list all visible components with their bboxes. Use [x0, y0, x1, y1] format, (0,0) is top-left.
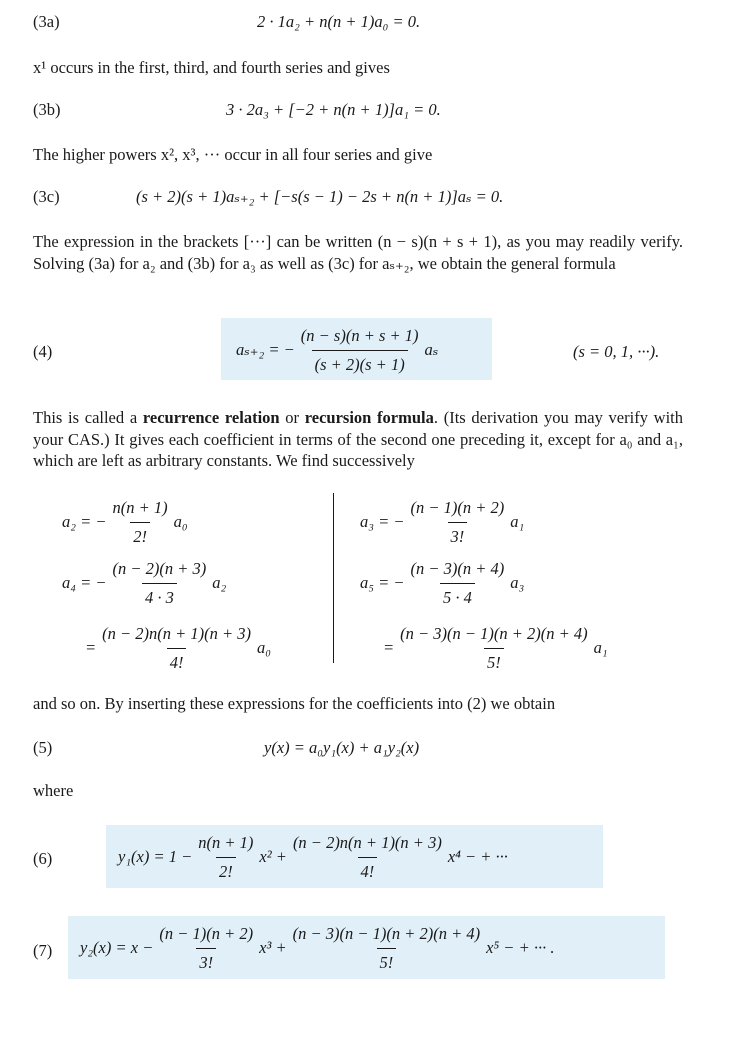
para4-text-1: This is called a: [33, 408, 143, 427]
coeff-a4-rhs: a₂: [212, 573, 227, 592]
eq5-tag: (5): [33, 738, 53, 757]
coeff-a4b-rhs: a₀: [257, 638, 272, 657]
coeff-a2-rhs: a₀: [173, 512, 188, 531]
eq7-numerator-1: (n − 1)(n + 2): [159, 923, 254, 943]
coeff-a4-fraction: [110, 559, 210, 608]
coeff-a3-fraction: [408, 498, 508, 547]
coeff-a4-numerator: (n − 2)(n + 3): [112, 558, 207, 578]
eq6-denominator-1: 2!: [216, 857, 236, 882]
eq4-numerator: (n − s)(n + s + 1): [300, 325, 419, 345]
paragraph-recurrence: [33, 407, 683, 472]
coeff-a5b-fraction: [397, 624, 591, 673]
eq7-denominator-1: 3!: [196, 948, 216, 973]
coeff-a5-rhs: a₃: [510, 573, 525, 592]
coeff-a4b-fraction: [99, 624, 254, 673]
coeff-a5b-numerator: (n − 3)(n − 1)(n + 2)(n + 4): [400, 623, 588, 643]
paragraph-brackets: The expression in the brackets [···] can be written (n − s)(n + s + 1), as you may readily verify. Solving (3a) for a₂ and (3b) for a₃ as well as (3c) for aₛ₊₂, we obtain the general formula: [33, 232, 683, 273]
coeff-a5-expanded: [383, 623, 608, 673]
coeff-a4-expanded: [85, 623, 271, 673]
coeff-a4b-denominator: 4!: [167, 648, 187, 673]
eq4-rhs: aₛ: [424, 340, 439, 359]
coeff-a5-numerator: (n − 3)(n + 4): [410, 558, 505, 578]
coeff-a3: [360, 497, 524, 547]
term-recursion-formula: recursion formula: [304, 408, 434, 427]
coeff-a2-numerator: n(n + 1): [112, 497, 168, 517]
coeff-a4-lhs: a₄ = −: [62, 573, 107, 592]
para4-text-2: or: [279, 408, 305, 427]
coeff-a5: [360, 558, 524, 608]
eq7-fraction-1: [156, 924, 256, 973]
eq7-denominator-2: 5!: [377, 948, 397, 973]
paragraph-where: where: [33, 781, 74, 800]
eq6-tag: (6): [33, 849, 53, 868]
coeff-a3-numerator: (n − 1)(n + 2): [410, 497, 505, 517]
coeff-a5b-lhs: =: [383, 638, 395, 657]
coeff-a5b-denominator: 5!: [484, 648, 504, 673]
eq3c-tag: (3c): [33, 187, 60, 206]
eq6-middle: x² +: [259, 847, 287, 866]
coeff-a4: [62, 558, 226, 608]
eq6-fraction-2: [290, 833, 445, 882]
eq7-fraction-2: [290, 924, 484, 973]
coeff-a3-lhs: a₃ = −: [360, 512, 405, 531]
eq4-condition: (s = 0, 1, ···).: [573, 342, 660, 361]
eq6-numerator-1: n(n + 1): [198, 832, 254, 852]
paragraph-higher-powers: The higher powers x², x³, ··· occur in all four series and give: [33, 145, 433, 164]
coeff-a2-fraction: [110, 498, 171, 547]
eq3b-expression: 3 · 2a₃ + [−2 + n(n + 1)]a₁ = 0.: [226, 100, 441, 119]
coeff-a2-lhs: a₂ = −: [62, 512, 107, 531]
para4-text-3: . (Its derivation you may verify with your CAS.) It gives each coefficient in terms of the second one preceding it, except for a₀ and a₁, which are left as arbitrary constants. We find successively: [33, 408, 683, 470]
paragraph-inserting: and so on. By inserting these expressions for the coefficients into (2) we obtain: [33, 694, 556, 713]
eq3c-expression: (s + 2)(s + 1)aₛ₊₂ + [−s(s − 1) − 2s + n(n + 1)]aₛ = 0.: [136, 187, 504, 206]
eq6-lhs: y₁(x) = 1 −: [118, 847, 193, 866]
eq7-tag: (7): [33, 941, 53, 960]
eq4-fraction: [298, 326, 422, 375]
coeff-a4b-lhs: =: [85, 638, 97, 657]
eq4-lhs: aₛ₊₂ = −: [236, 340, 295, 359]
eq7-numerator-2: (n − 3)(n − 1)(n + 2)(n + 4): [292, 923, 481, 943]
eq6-fraction-1: [195, 833, 256, 882]
eq7-lhs: y₂(x) = x −: [80, 938, 154, 957]
eq3a-expression: 2 · 1a₂ + n(n + 1)a₀ = 0.: [257, 12, 421, 31]
coeff-a3-rhs: a₁: [510, 512, 525, 531]
eq5-expression: y(x) = a₀y₁(x) + a₁y₂(x): [264, 738, 420, 757]
eq6-denominator-2: 4!: [358, 857, 378, 882]
eq4-formula: [236, 324, 438, 376]
eq7-tail: x⁵ − + ··· .: [486, 938, 555, 957]
eq6-numerator-2: (n − 2)n(n + 1)(n + 3): [292, 832, 442, 852]
eq7-formula: [80, 922, 554, 974]
eq6-tail: x⁴ − + ···: [447, 847, 508, 866]
column-divider: [333, 493, 334, 663]
coeff-a3-denominator: 3!: [448, 522, 468, 547]
coeff-a4-denominator: 4 · 3: [142, 583, 177, 608]
eq3a-tag: (3a): [33, 12, 60, 31]
eq6-formula: [118, 831, 508, 883]
coeff-a4b-numerator: (n − 2)n(n + 1)(n + 3): [102, 623, 252, 643]
coeff-a5-denominator: 5 · 4: [440, 583, 475, 608]
coeff-a5b-rhs: a₁: [593, 638, 608, 657]
eq4-denominator: (s + 2)(s + 1): [312, 350, 408, 375]
coeff-a5-fraction: [408, 559, 508, 608]
eq7-middle: x³ +: [259, 938, 287, 957]
eq3b-tag: (3b): [33, 100, 61, 119]
coeff-a2: [62, 497, 188, 547]
term-recurrence-relation: recurrence relation: [142, 408, 280, 427]
coeff-a2-denominator: 2!: [130, 522, 150, 547]
coeff-a5-lhs: a₅ = −: [360, 573, 405, 592]
eq4-tag: (4): [33, 342, 53, 361]
paragraph-x1: x¹ occurs in the first, third, and fourth series and gives: [33, 58, 390, 77]
